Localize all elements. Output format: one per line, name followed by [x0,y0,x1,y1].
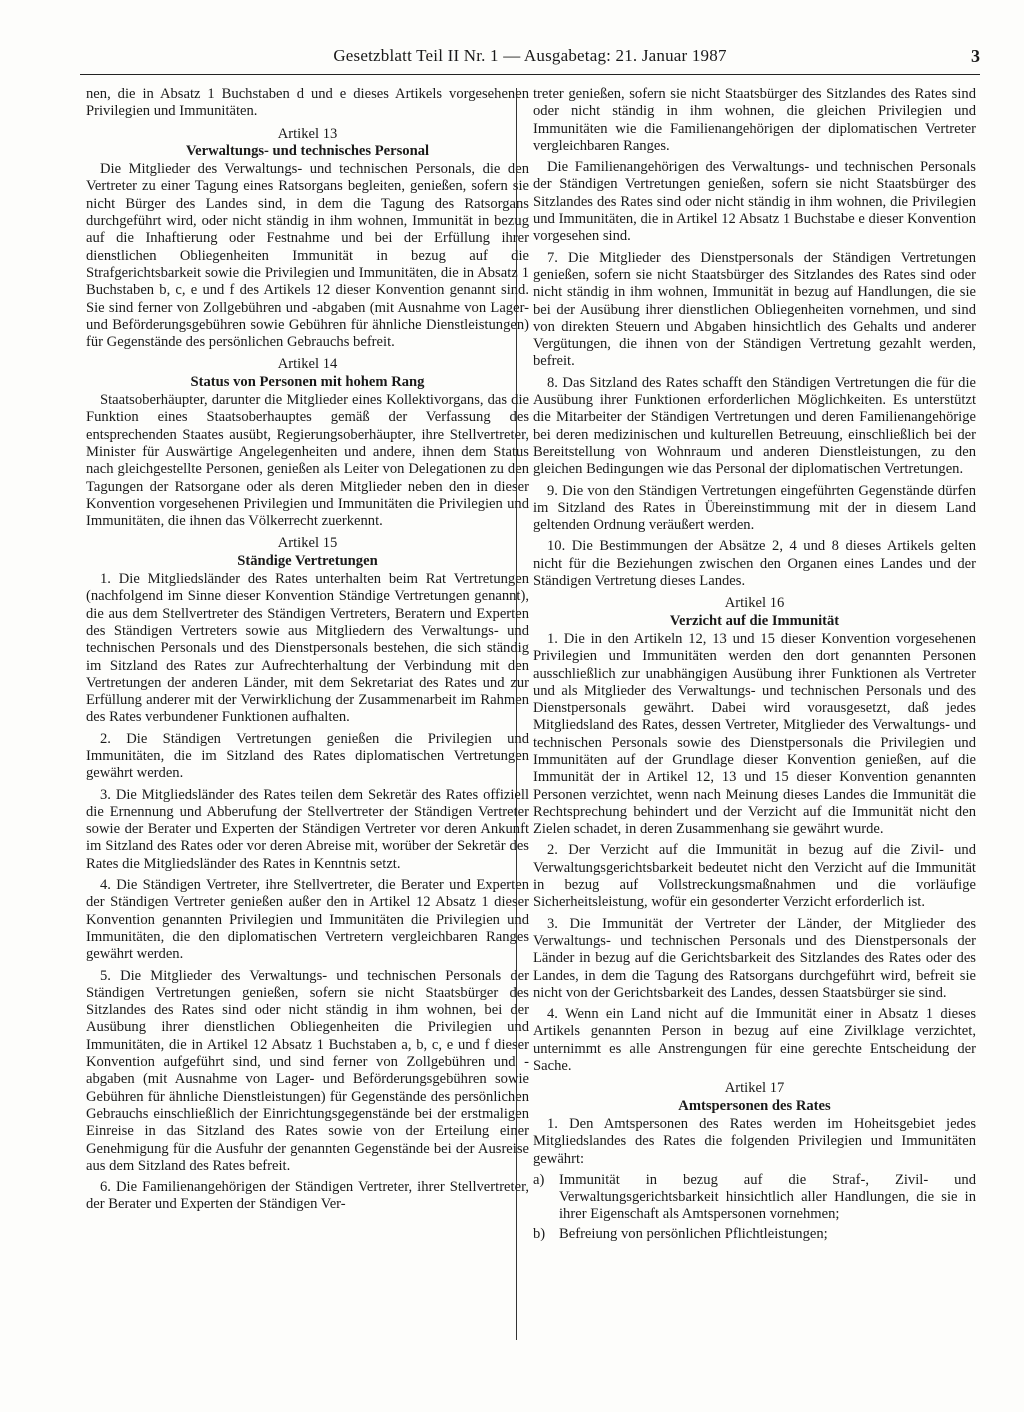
article-14-subtitle: Status von Personen mit hohem Rang [190,373,425,390]
article-15-paragraph-1: 1. Die Mitgliedsländer des Rates unterhalten beim Rat Vertretungen (nachfolgend im Sinne dieser Konvention Ständige Vertretungen genannt), die aus dem Stellvertreter des Ständigen Vertreters, Beratern und Experten des Ständigen Vertreters sowie aus Mitgliedern des Verwaltungs- und technischen Personals und des Dienstpersonals bestehen, die sich ständig im Sitzland des Rates zur Aufrechterhaltung der Verbindung mit den Vertretungen der anderen Länder, mit dem Sekretariat des Rates und zur Erfüllung anderer mit der Verwirklichung der Zusammenarbeit im Rahmen des Rates verbundener Funktionen aufhalten. [86,571,529,726]
article-13-subtitle: Verwaltungs- und technisches Personal [185,142,430,159]
article-15-subtitle: Ständige Vertretungen [237,552,378,569]
item-text: Immunität in bezug auf die Straf-, Zivil- und Verwaltungsgerichtsbarkeit hinsichtlich aller Handlungen, die sie in ihrer Eigenschaft als Amtspersonen vornehmen; [559,1171,976,1223]
article-16-title: Artikel 16 [724,595,785,612]
article-13-title: Artikel 13 [277,125,338,142]
article-15-paragraph-4: 4. Die Ständigen Vertreter, ihre Stellvertreter, die Berater und Experten der Ständigen Vertreter genießen außer den in Artikel 12 Absatz 1 dieser Konvention genannten Privilegien und Immunitäten die Privilegien und Immunitäten, die den diplomatischen Vertretern vergleichbaren Ranges gewährt werden. [86,877,529,963]
item-label: a) [533,1171,545,1188]
article-17-title: Artikel 17 [724,1080,785,1097]
right-column [533,86,976,1245]
header-title: Gesetzblatt Teil II Nr. 1 — Ausgabetag: 21. Januar 1987 [333,46,727,65]
article-17-item-a [533,1172,976,1224]
left-column [86,86,529,1218]
article-15-paragraph-8: 8. Das Sitzland des Rates schafft den Ständigen Vertretungen die für die Ausübung ihrer Funktionen erforderlichen Möglichkeiten. Es unterstützt die Mitarbeiter der Ständigen Vertretungen und deren Familienangehörige bei deren medizinischen und kulturellen Betreuung, einschließlich bei der Bereitstellung von Wohnraum und anderen Dienstleistungen, zu den gleichen Bedingungen wie das Personal der diplomatischen Vertretungen. [533,374,976,478]
article-15-paragraph-6: 6. Die Familienangehörigen der Ständigen Vertreter, ihrer Stellvertreter, der Berater und Experten der Ständigen Ver- [86,1179,529,1213]
article-17-paragraph-1: 1. Den Amtspersonen des Rates werden im Hoheitsgebiet jedes Mitgliedslandes des Rates die folgenden Privilegien und Immunitäten gewährt: [533,1115,976,1167]
article-13-paragraph: Die Mitglieder des Verwaltungs- und technischen Personals, die den Vertreter zu einer Tagung eines Ratsorgans begleiten, genießen, sofern sie nicht Bürger des Landes sind, in dem die Tagung des Ratsorgans durchgeführt wird, oder nicht ständig in ihm wohnen, Immunität in bezug auf die Inhaftierung oder Festnahme und bei der Erfüllung ihrer dienstlichen Obliegenheiten Immunität in bezug auf die Strafgerichtsbarkeit sowie die Privilegien und Immunitäten, die in Absatz 1 Buchstaben b, c, e und f des Artikels 12 dieser Konvention genannt sind. Sie sind ferner von Zollgebühren und -abgaben (mit Ausnahme von Lager- und Beförderungsgebühren sowie Gebühren für ähnliche Dienstleistungen) für Gegenstände des persönlichen Gebrauchs befreit. [86,161,529,351]
article-15-title: Artikel 15 [277,535,338,552]
article-16-paragraph-3: 3. Die Immunität der Vertreter der Länder, der Mitglieder des Verwaltungs- und technischen Personals und des Dienstpersonals der Länder in bezug auf die Gerichtsbarkeit des Sitzlandes des Rates oder des Landes, in dem die Tagung des Ratsorgans durchgeführt wird, befreit sie nicht von der Gerichtsbarkeit des Landes, dessen Staatsbürger sie sind. [533,915,976,1001]
page-number: 3 [971,46,980,66]
article-15-paragraph-9: 9. Die von den Ständigen Vertretungen eingeführten Gegenstände dürfen im Sitzland des Rates in Übereinstimmung mit der in diesem Land geltenden Ordnung veräußert werden. [533,482,976,534]
intro-paragraph: nen, die in Absatz 1 Buchstaben d und e dieses Artikels vorgesehenen Privilegien und Immunitäten. [86,86,529,120]
article-15-paragraph-7: 7. Die Mitglieder des Dienstpersonals der Ständigen Vertretungen genießen, sofern sie nicht Staatsbürger des Sitzlandes des Rates sind oder nicht ständig in ihm wohnen, Immunität in bezug auf Handlungen, die sie bei der Ausübung ihrer dienstlichen Obliegenheiten vornehmen, und sind von direkten Steuern und Abgaben hinsichtlich des Gehalts und anderer Vergütungen, die ihnen von der Ständigen Vertretung gezahlt werden, befreit. [533,249,976,370]
article-15-paragraph-2: 2. Die Ständigen Vertretungen genießen die Privilegien und Immunitäten, die im Sitzland des Rates diplomatischen Vertretungen gewährt werden. [86,730,529,782]
article-15-paragraph-6b: Die Familienangehörigen des Verwaltungs- und technischen Personals der Ständigen Vertretungen genießen, sofern sie nicht Staatsbürger des Sitzlandes des Rates sind oder nicht ständig in ihm wohnen, die Privilegien und Immunitäten, die in Artikel 12 Absatz 1 Buchstabe e dieser Konvention vorgesehen sind. [533,159,976,245]
article-16-paragraph-2: 2. Der Verzicht auf die Immunität in bezug auf die Zivil- und Verwaltungsgerichtsbarkeit bedeutet nicht den Verzicht auf die Immunität in bezug auf Vollstreckungsmaßnahmen und die vorläufige Sicherheitsleistung, wofür ein gesonderter Verzicht erforderlich ist. [533,842,976,911]
article-16-paragraph-4: 4. Wenn ein Land nicht auf die Immunität einer in Absatz 1 dieses Artikels genannten Person in bezug auf eine Zivilklage verzichtet, unternimmt es alle Anstrengungen für eine gerechte Entscheidung der Sache. [533,1006,976,1075]
article-14-title: Artikel 14 [277,356,338,373]
page-header [80,40,980,75]
article-17-subtitle: Amtspersonen des Rates [678,1097,831,1114]
article-15-paragraph-10: 10. Die Bestimmungen der Absätze 2, 4 und 8 dieses Artikels gelten nicht für die Beziehungen zwischen den Organen eines Landes und der Ständigen Vertretung dieses Landes. [533,538,976,590]
article-14-paragraph: Staatsoberhäupter, darunter die Mitglieder eines Kollektivorgans, das die Funktion eines Staatsoberhauptes gemäß der Verfassung des entsprechenden Staates ausübt, Regierungsoberhäupter, ihre Stellvertreter, Minister für Auswärtige Angelegenheiten und andere, ihnen dem Status nach gleichgestellte Personen, genießen als Leiter von Delegationen zu den Tagungen der Ratsorgane oder als deren Mitglieder neben den in dieser Konvention vorgesehenen Privilegien und Immunitäten die Privilegien und Immunitäten, die ihnen das Völkerrecht zuerkennt. [86,392,529,530]
article-15-paragraph-6-continued: treter genießen, sofern sie nicht Staatsbürger des Sitzlandes des Rates sind oder nicht ständig in ihm wohnen, die gleichen Privilegien und Immunitäten wie die Familienangehörigen der diplomatischen Vertreter vergleichbaren Ranges. [533,86,976,154]
article-16-paragraph-1: 1. Die in den Artikeln 12, 13 und 15 dieser Konvention vorgesehenen Privilegien und Immunitäten werden den dort genannten Personen ausschließlich zur unabhängigen Ausübung ihrer Funktionen als Vertreter und als Mitglieder des Verwaltungs- und technischen Personals und des Dienstpersonals gewährt. Dabei wird vorausgesetzt, daß jedes Mitgliedsland des Rates, dessen Vertreter, Mitglieder des Verwaltungs- und technischen Personals sowie des Dienstpersonals die Privilegien und Immunitäten auf der Grundlage dieser Konvention genießen, auf die Immunität der in Artikel 12, 13 und 15 dieser Konvention genannten Personen verzichtet, wenn nach Meinung dieses Landes die Immunität die Rechtsprechung behindert und der Verzicht auf die Immunität nicht den Zielen schadet, in deren Zusammenhang sie gewährt wurde. [533,630,976,838]
article-17-item-b [533,1226,976,1243]
article-16-subtitle: Verzicht auf die Immunität [669,612,840,629]
article-15-paragraph-5: 5. Die Mitglieder des Verwaltungs- und technischen Personals der Ständigen Vertretungen genießen, sofern sie nicht Staatsbürger des Sitzlandes des Rates sind oder nicht ständig in ihm wohnen, bei der Ausübung ihrer dienstlichen Obliegenheiten die Privilegien und Immunitäten, die in Artikel 12 Absatz 1 Buchstaben a, b, c, e und f dieser Konvention aufgeführt sind, und sind ferner von Zollgebühren und -abgaben (mit Ausnahme von Lager- und Beförderungsgebühren sowie Gebühren für ähnliche Dienstleistungen) für Gegenstände des persönlichen Gebrauchs einschließlich der Einrichtungsgegenstände bei der erstmaligen Einreise in das Sitzland des Rates sowie von der Erteilung einer Genehmigung für die Ausfuhr der genannten Gegenstände bei der Ausreise aus dem Sitzland des Rates befreit. [86,967,529,1174]
item-label: b) [533,1225,546,1242]
item-text: Befreiung von persönlichen Pflichtleistungen; [559,1225,828,1242]
article-15-paragraph-3: 3. Die Mitgliedsländer des Rates teilen dem Sekretär des Rates offiziell die Ernennung und Abberufung der Stellvertreter der Ständigen Vertreter sowie der Berater und Experten der Ständigen Vertreter vor deren Ankunft im Sitzland des Rates oder vor deren Abreise mit, worüber der Sekretär des Rates die Mitgliedsländer des Rates in Kenntnis setzt. [86,786,529,872]
